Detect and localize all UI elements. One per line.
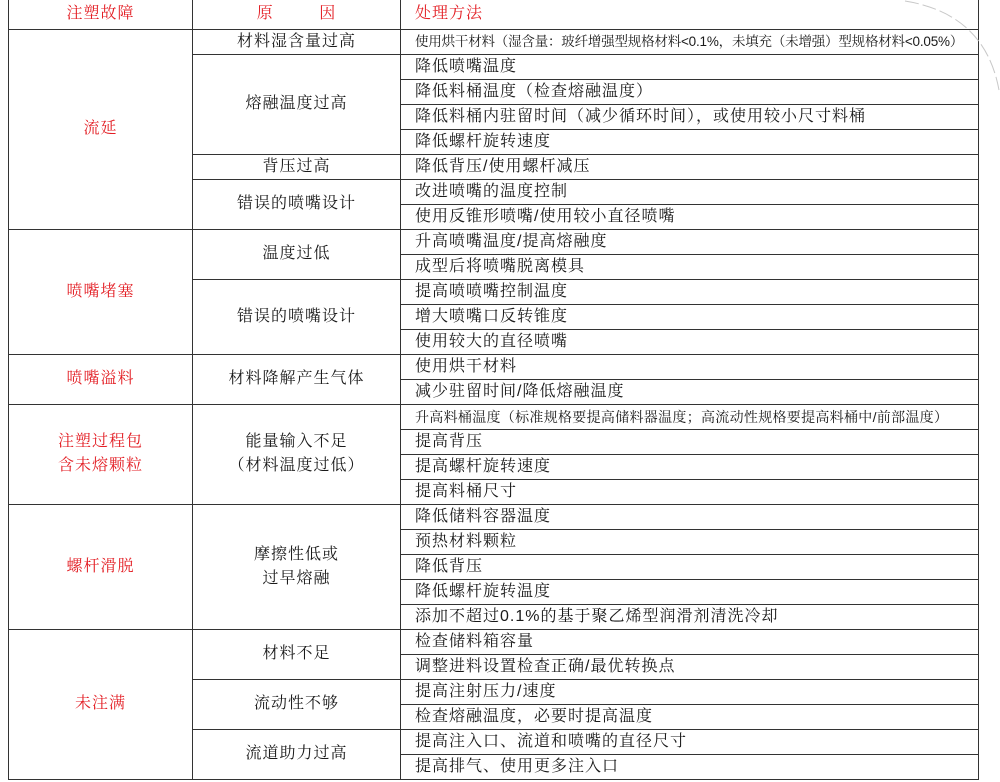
fault-label: 注塑过程包 含未熔颗粒 [9,404,193,504]
solution-text: 提高料桶尺寸 [401,479,979,504]
solution-text: 提高螺杆旋转速度 [401,454,979,479]
solution-text: 降低喷嘴温度 [401,54,979,79]
solution-text: 提高注射压力/速度 [401,679,979,704]
solution-text: 检查熔融温度，必要时提高温度 [401,704,979,729]
cause-label: 背压过高 [193,154,401,179]
table-row [9,229,979,254]
solution-text: 提高注入口、流道和喷嘴的直径尺寸 [401,729,979,754]
solution-text: 检查储料箱容量 [401,629,979,654]
solution-text: 升高喷嘴温度/提高熔融度 [401,229,979,254]
header-cause: 原 因 [193,0,401,29]
table-row [9,29,979,54]
cause-label: 错误的喷嘴设计 [193,179,401,229]
fault-label: 流延 [9,29,193,229]
solution-text: 调整进料设置检查正确/最优转换点 [401,654,979,679]
cause-label: 材料湿含量过高 [193,29,401,54]
cause-label: 流道助力过高 [193,729,401,779]
fault-troubleshooting-table [8,0,979,780]
table-row [9,404,979,429]
solution-text: 使用反锥形喷嘴/使用较小直径喷嘴 [401,204,979,229]
header-fault: 注塑故障 [9,0,193,29]
solution-text: 降低背压 [401,554,979,579]
solution-text: 减少驻留时间/降低熔融温度 [401,379,979,404]
solution-text: 提高背压 [401,429,979,454]
solution-text: 降低背压/使用螺杆减压 [401,154,979,179]
solution-text: 提高喷喷嘴控制温度 [401,279,979,304]
solution-text: 降低料桶内驻留时间（减少循环时间），或使用较小尺寸料桶 [401,104,979,129]
cause-label: 流动性不够 [193,679,401,729]
solution-text: 增大喷嘴口反转锥度 [401,304,979,329]
table-row [9,504,979,529]
table-row [9,354,979,379]
fault-label: 螺杆滑脱 [9,504,193,629]
cause-label: 能量输入不足 （材料温度过低） [193,404,401,504]
fault-label: 未注满 [9,629,193,779]
fault-label: 喷嘴溢料 [9,354,193,404]
fault-label: 喷嘴堵塞 [9,229,193,354]
solution-text: 成型后将喷嘴脱离模具 [401,254,979,279]
solution-text: 添加不超过0.1%的基于聚乙烯型润滑剂清洗冷却 [401,604,979,629]
solution-text: 预热材料颗粒 [401,529,979,554]
solution-text: 使用烘干材料（湿含量：玻纤增强型规格材料<0.1%，未填充（未增强）型规格材料<0.05%） [401,29,979,54]
solution-text: 降低螺杆旋转温度 [401,579,979,604]
header-solution: 处理方法 [401,0,979,29]
solution-text: 降低储料容器温度 [401,504,979,529]
solution-text: 升高料桶温度（标准规格要提高储料器温度；高流动性规格要提高料桶中/前部温度） [401,404,979,429]
solution-text: 使用烘干材料 [401,354,979,379]
header-row [9,0,979,29]
solution-text: 降低料桶温度（检查熔融温度） [401,79,979,104]
solution-text: 提高排气、使用更多注入口 [401,754,979,779]
cause-label: 材料降解产生气体 [193,354,401,404]
cause-label: 错误的喷嘴设计 [193,279,401,354]
table-row [9,629,979,654]
cause-label: 材料不足 [193,629,401,679]
cause-label: 熔融温度过高 [193,54,401,154]
solution-text: 使用较大的直径喷嘴 [401,329,979,354]
solution-text: 改进喷嘴的温度控制 [401,179,979,204]
cause-label: 摩擦性低或 过早熔融 [193,504,401,629]
solution-text: 降低螺杆旋转速度 [401,129,979,154]
cause-label: 温度过低 [193,229,401,279]
